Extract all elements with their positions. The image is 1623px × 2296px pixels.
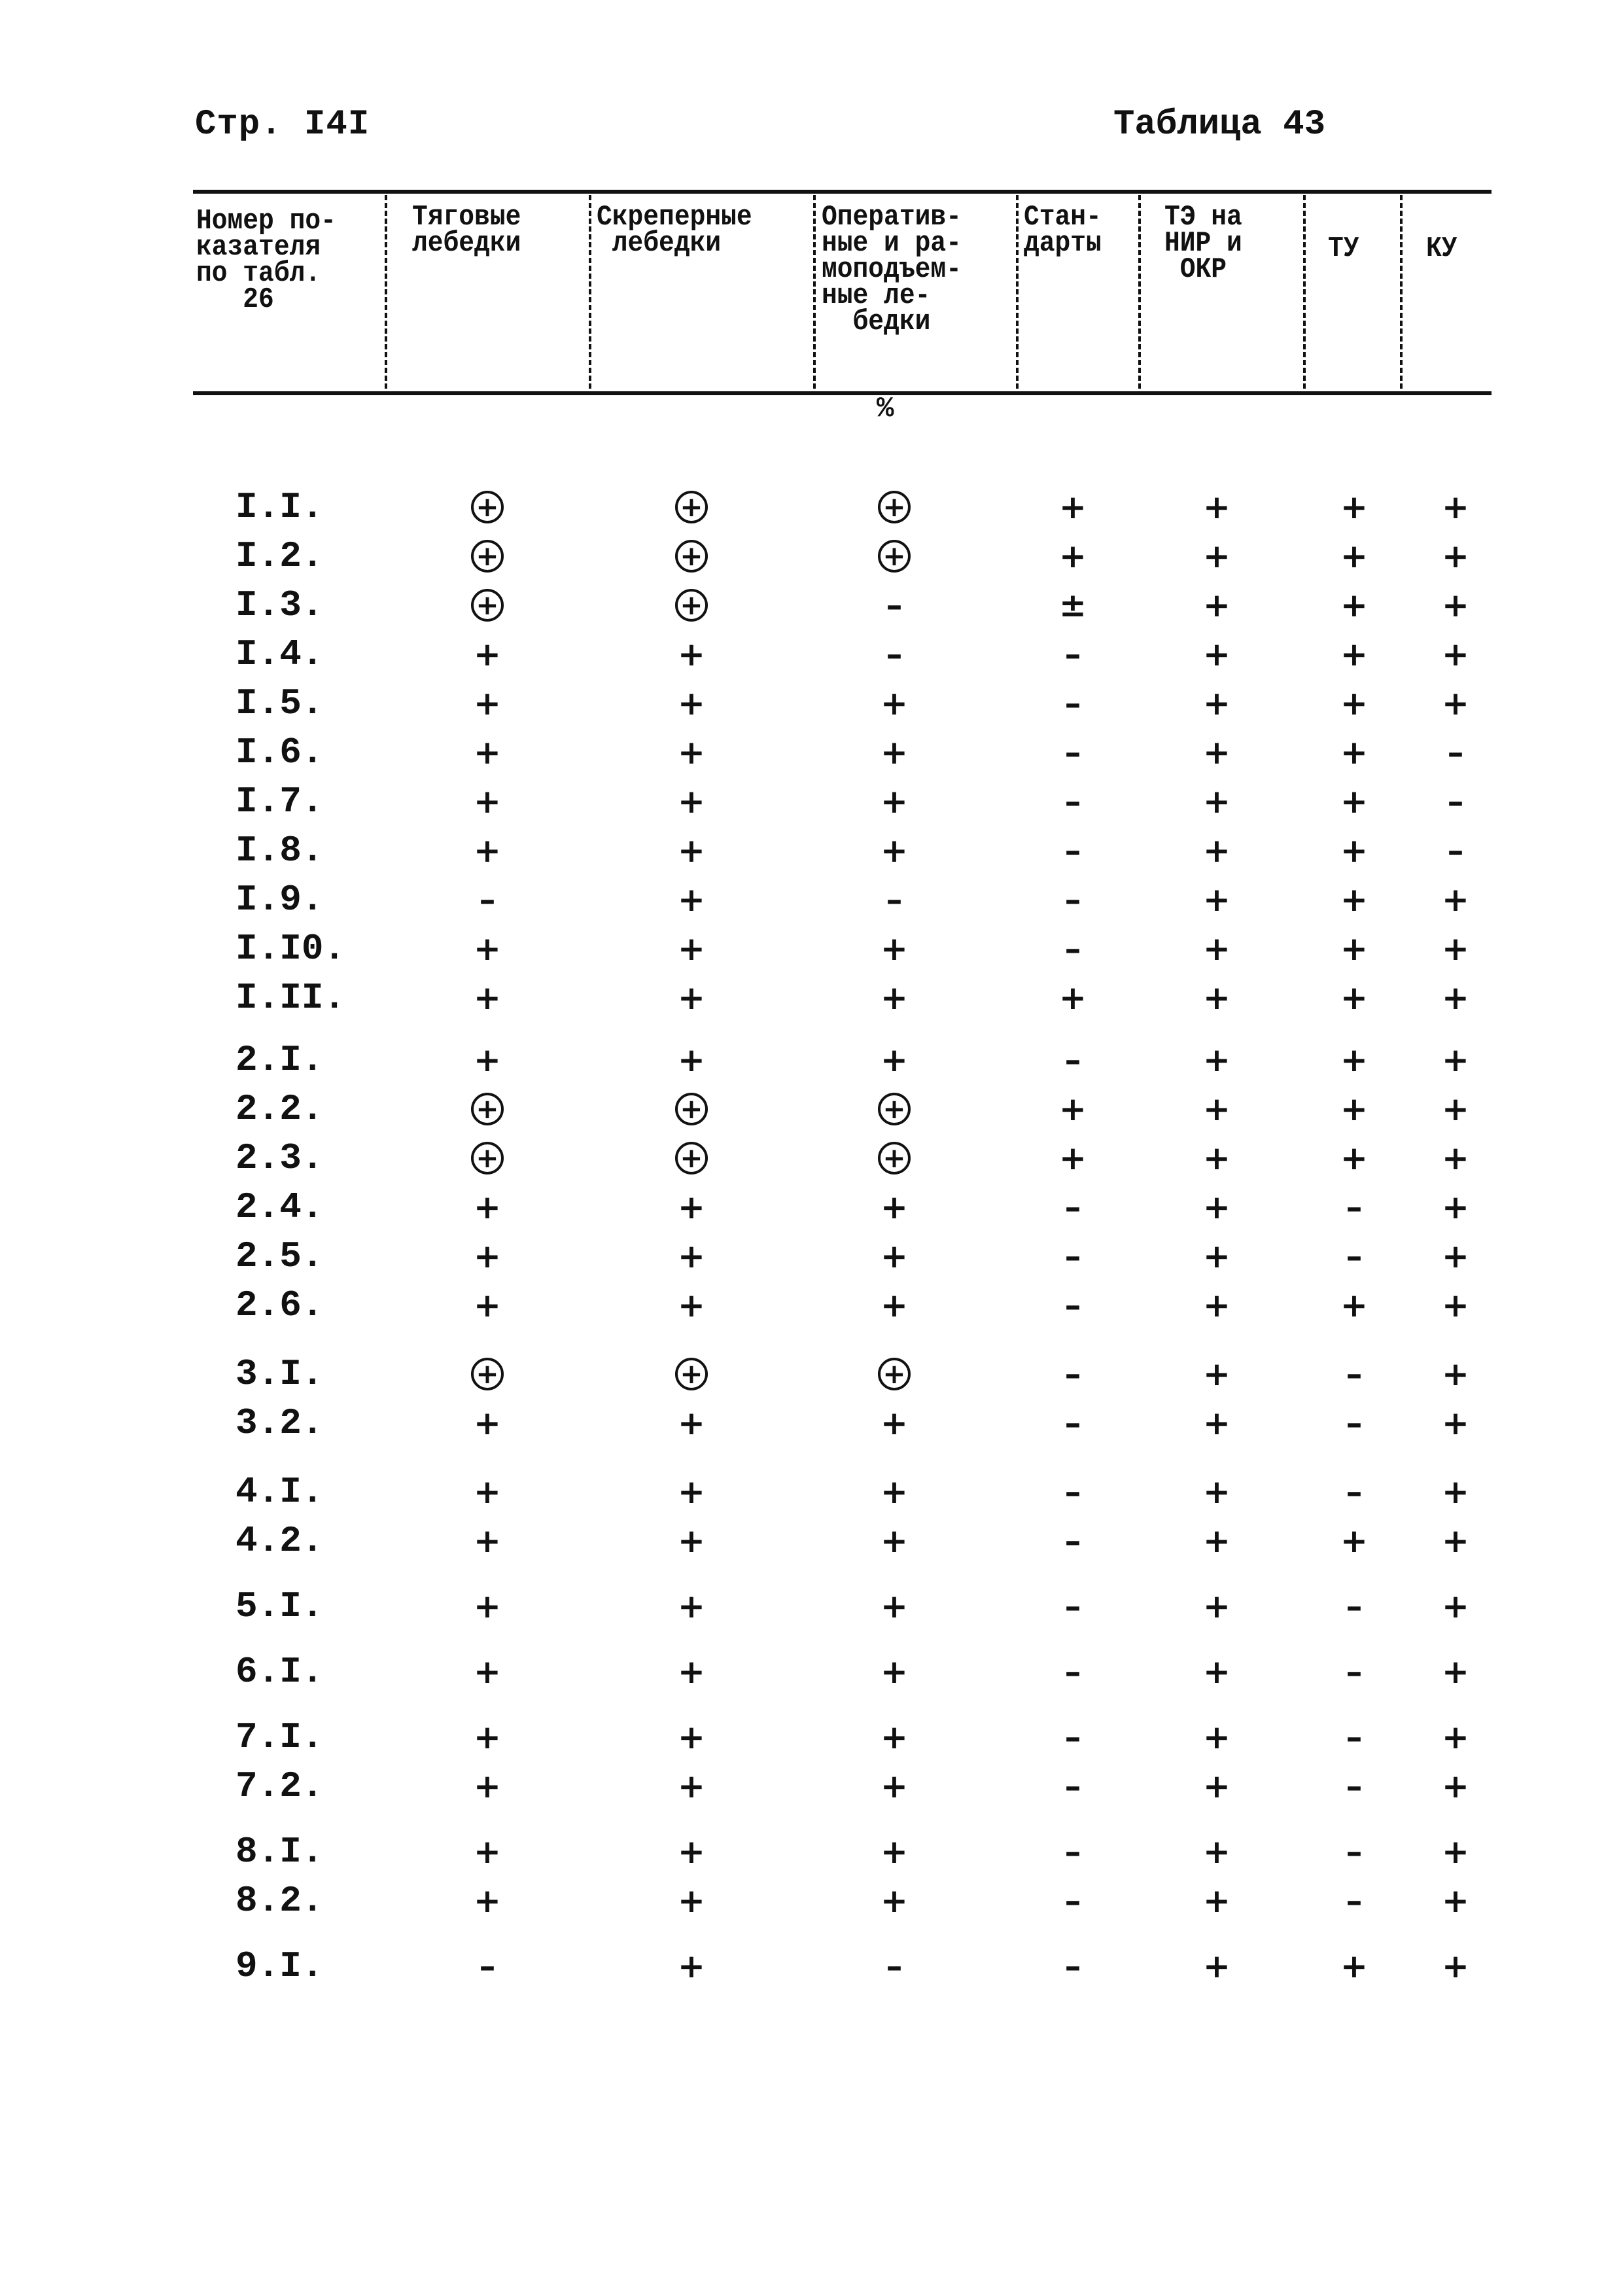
minus-mark: – — [1064, 1587, 1081, 1625]
plus-mark: + — [678, 684, 705, 722]
circled-plus-mark — [461, 586, 514, 625]
plus-mark: + — [1203, 1404, 1230, 1442]
plus-mark: + — [1340, 635, 1368, 673]
plus-mark: + — [1442, 979, 1469, 1017]
plus-mark: + — [678, 1833, 705, 1871]
plus-mark: + — [1340, 1947, 1368, 1985]
column-separator — [1016, 195, 1019, 389]
plus-mark: + — [678, 1473, 705, 1511]
circled-plus-mark — [665, 1089, 718, 1129]
column-separator — [813, 195, 816, 389]
row-label: 2.I. — [236, 1039, 324, 1081]
circled-plus-icon: + — [675, 1093, 708, 1125]
minus-mark: – — [1064, 1286, 1081, 1324]
minus-mark: – — [1064, 930, 1081, 968]
circled-plus-mark — [665, 537, 718, 576]
plus-mark: + — [678, 783, 705, 821]
circled-plus-mark — [665, 586, 718, 625]
plus-mark: + — [1340, 1041, 1368, 1079]
plus-mark: + — [678, 733, 705, 771]
plus-mark: + — [1442, 1718, 1469, 1756]
circled-plus-mark — [461, 1089, 514, 1129]
minus-mark: – — [1064, 733, 1081, 771]
plus-mark: + — [474, 1833, 501, 1871]
plus-mark: + — [678, 832, 705, 870]
column-header-ku: КУ — [1426, 232, 1457, 265]
plus-mark: + — [474, 930, 501, 968]
plus-mark: + — [881, 930, 908, 968]
circled-plus-icon: + — [675, 589, 708, 622]
circled-plus-icon: + — [675, 1358, 708, 1390]
circled-plus-mark — [868, 537, 920, 576]
minus-mark: – — [1447, 832, 1464, 870]
column-header-indicator-number: Номер по- казателя по табл. 26 — [196, 205, 336, 316]
plus-mark: + — [881, 1237, 908, 1275]
plus-mark: + — [1340, 488, 1368, 526]
circled-plus-icon: + — [471, 491, 504, 523]
plus-mark: + — [1340, 930, 1368, 968]
minus-mark: – — [1064, 881, 1081, 919]
circled-plus-mark — [461, 537, 514, 576]
minus-mark: – — [1346, 1404, 1363, 1442]
minus-mark: – — [1346, 1237, 1363, 1275]
circled-plus-mark — [665, 1139, 718, 1178]
plus-minus-mark: ± — [1059, 586, 1087, 624]
table-title: Таблица 43 — [1113, 105, 1326, 145]
plus-mark: + — [678, 881, 705, 919]
row-label: 7.I. — [236, 1716, 324, 1758]
plus-mark: + — [1203, 1286, 1230, 1324]
plus-mark: + — [1442, 1139, 1469, 1177]
plus-mark: + — [1203, 1882, 1230, 1920]
plus-mark: + — [1203, 1188, 1230, 1226]
plus-mark: + — [1442, 1041, 1469, 1079]
row-label: 7.2. — [236, 1765, 324, 1807]
row-label: 8.2. — [236, 1880, 324, 1922]
plus-mark: + — [881, 979, 908, 1017]
row-label: I.II. — [236, 977, 346, 1019]
plus-mark: + — [474, 1587, 501, 1625]
row-label: 5.I. — [236, 1585, 324, 1627]
unit-percent-label: % — [877, 393, 894, 425]
plus-mark: + — [881, 1041, 908, 1079]
plus-mark: + — [1203, 1767, 1230, 1805]
plus-mark: + — [474, 733, 501, 771]
plus-mark: + — [881, 1882, 908, 1920]
page-number: Стр. I4I — [195, 105, 370, 145]
plus-mark: + — [1203, 684, 1230, 722]
plus-mark: + — [1442, 586, 1469, 624]
row-label: I.3. — [236, 584, 324, 626]
header-bottom-rule — [193, 391, 1492, 395]
plus-mark: + — [1340, 783, 1368, 821]
plus-mark: + — [1203, 1653, 1230, 1691]
minus-mark: – — [1064, 1404, 1081, 1442]
plus-mark: + — [1442, 684, 1469, 722]
plus-mark: + — [1442, 1473, 1469, 1511]
plus-mark: + — [678, 1718, 705, 1756]
plus-mark: + — [1203, 733, 1230, 771]
minus-mark: – — [1064, 684, 1081, 722]
plus-mark: + — [1340, 537, 1368, 575]
column-header-operational-winches: Оператив- ные и ра- моподъем- ные ле- бедки — [822, 201, 962, 338]
plus-mark: + — [881, 783, 908, 821]
plus-mark: + — [881, 1473, 908, 1511]
row-label: I.7. — [236, 781, 324, 822]
column-header-te-nir-okr: ТЭ на НИР и ОКР — [1164, 201, 1242, 286]
row-label: 2.3. — [236, 1137, 324, 1179]
minus-mark: – — [1064, 1522, 1081, 1560]
plus-mark: + — [881, 733, 908, 771]
plus-mark: + — [678, 979, 705, 1017]
row-label: I.5. — [236, 682, 324, 724]
plus-mark: + — [1059, 1139, 1087, 1177]
plus-mark: + — [1340, 979, 1368, 1017]
plus-mark: + — [881, 1188, 908, 1226]
plus-mark: + — [1203, 881, 1230, 919]
plus-mark: + — [1442, 1090, 1469, 1128]
column-separator — [589, 195, 591, 389]
plus-mark: + — [1203, 537, 1230, 575]
minus-mark: – — [1346, 1188, 1363, 1226]
plus-mark: + — [1442, 1653, 1469, 1691]
row-label: 9.I. — [236, 1945, 324, 1987]
plus-mark: + — [1203, 1947, 1230, 1985]
plus-mark: + — [678, 1587, 705, 1625]
plus-mark: + — [1340, 1522, 1368, 1560]
circled-plus-mark — [461, 1139, 514, 1178]
plus-mark: + — [1442, 1355, 1469, 1393]
circled-plus-icon: + — [878, 1358, 911, 1390]
minus-mark: – — [1346, 1355, 1363, 1393]
plus-mark: + — [474, 635, 501, 673]
plus-mark: + — [1203, 832, 1230, 870]
plus-mark: + — [881, 1587, 908, 1625]
plus-mark: + — [1059, 1090, 1087, 1128]
plus-mark: + — [881, 684, 908, 722]
minus-mark: – — [1064, 1188, 1081, 1226]
plus-mark: + — [1442, 1188, 1469, 1226]
plus-mark: + — [1203, 1587, 1230, 1625]
plus-mark: + — [678, 1237, 705, 1275]
minus-mark: – — [886, 1947, 903, 1985]
plus-mark: + — [678, 930, 705, 968]
column-header-standards: Стан- дарты — [1024, 201, 1102, 260]
minus-mark: – — [886, 635, 903, 673]
minus-mark: – — [1447, 733, 1464, 771]
plus-mark: + — [1203, 1718, 1230, 1756]
plus-mark: + — [1203, 1473, 1230, 1511]
row-label: I.2. — [236, 535, 324, 577]
minus-mark: – — [1346, 1473, 1363, 1511]
plus-mark: + — [881, 1286, 908, 1324]
plus-mark: + — [881, 1767, 908, 1805]
plus-mark: + — [1340, 1090, 1368, 1128]
plus-mark: + — [881, 1718, 908, 1756]
circled-plus-mark — [665, 487, 718, 527]
row-label: 2.6. — [236, 1284, 324, 1326]
plus-mark: + — [1442, 1767, 1469, 1805]
minus-mark: – — [1064, 1947, 1081, 1985]
plus-mark: + — [1442, 1947, 1469, 1985]
column-separator — [385, 195, 387, 389]
minus-mark: – — [479, 881, 496, 919]
row-label: I.8. — [236, 830, 324, 872]
column-separator — [1303, 195, 1306, 389]
plus-mark: + — [474, 1237, 501, 1275]
plus-mark: + — [678, 1404, 705, 1442]
column-header-scraper-winches: Скреперные лебедки — [597, 201, 752, 260]
plus-mark: + — [1442, 1237, 1469, 1275]
row-label: 2.4. — [236, 1186, 324, 1228]
plus-mark: + — [1340, 1139, 1368, 1177]
plus-mark: + — [1442, 488, 1469, 526]
column-separator — [1138, 195, 1141, 389]
row-label: I.I. — [236, 486, 324, 528]
circled-plus-icon: + — [675, 540, 708, 573]
row-label: I.I0. — [236, 928, 346, 970]
plus-mark: + — [1203, 1833, 1230, 1871]
row-label: 4.2. — [236, 1520, 324, 1562]
minus-mark: – — [1346, 1587, 1363, 1625]
minus-mark: – — [886, 881, 903, 919]
minus-mark: – — [1346, 1882, 1363, 1920]
plus-mark: + — [678, 1286, 705, 1324]
minus-mark: – — [886, 586, 903, 624]
row-label: 2.5. — [236, 1235, 324, 1277]
plus-mark: + — [678, 1882, 705, 1920]
minus-mark: – — [1064, 1237, 1081, 1275]
plus-mark: + — [474, 1718, 501, 1756]
circled-plus-icon: + — [471, 1142, 504, 1174]
circled-plus-icon: + — [471, 1358, 504, 1390]
plus-mark: + — [474, 1882, 501, 1920]
column-header-traction-winches: Тяговые лебедки — [412, 201, 521, 260]
plus-mark: + — [1203, 979, 1230, 1017]
plus-mark: + — [1203, 1237, 1230, 1275]
plus-mark: + — [1442, 635, 1469, 673]
row-label: I.4. — [236, 633, 324, 675]
plus-mark: + — [1203, 1090, 1230, 1128]
row-label: 3.I. — [236, 1353, 324, 1395]
plus-mark: + — [1203, 1355, 1230, 1393]
minus-mark: – — [1346, 1718, 1363, 1756]
plus-mark: + — [1442, 1833, 1469, 1871]
circled-plus-mark — [461, 1354, 514, 1394]
plus-mark: + — [474, 979, 501, 1017]
plus-mark: + — [1340, 733, 1368, 771]
circled-plus-icon: + — [675, 1142, 708, 1174]
minus-mark: – — [1064, 1833, 1081, 1871]
plus-mark: + — [678, 1767, 705, 1805]
circled-plus-icon: + — [471, 1093, 504, 1125]
plus-mark: + — [1442, 1882, 1469, 1920]
circled-plus-icon: + — [471, 540, 504, 573]
minus-mark: – — [1346, 1833, 1363, 1871]
circled-plus-mark — [665, 1354, 718, 1394]
circled-plus-icon: + — [471, 589, 504, 622]
minus-mark: – — [1064, 1882, 1081, 1920]
plus-mark: + — [1442, 1522, 1469, 1560]
plus-mark: + — [474, 1188, 501, 1226]
plus-mark: + — [1059, 537, 1087, 575]
column-separator — [1400, 195, 1403, 389]
circled-plus-icon: + — [878, 491, 911, 523]
plus-mark: + — [474, 1522, 501, 1560]
plus-mark: + — [881, 832, 908, 870]
minus-mark: – — [1346, 1653, 1363, 1691]
plus-mark: + — [474, 1404, 501, 1442]
row-label: I.9. — [236, 879, 324, 921]
plus-mark: + — [1340, 1286, 1368, 1324]
plus-mark: + — [1442, 1286, 1469, 1324]
plus-mark: + — [474, 832, 501, 870]
plus-mark: + — [881, 1833, 908, 1871]
plus-mark: + — [678, 1041, 705, 1079]
circled-plus-icon: + — [675, 491, 708, 523]
minus-mark: – — [1346, 1767, 1363, 1805]
plus-mark: + — [474, 1041, 501, 1079]
circled-plus-mark — [868, 1139, 920, 1178]
circled-plus-mark — [868, 487, 920, 527]
circled-plus-mark — [461, 487, 514, 527]
minus-mark: – — [1064, 1767, 1081, 1805]
minus-mark: – — [1064, 1355, 1081, 1393]
circled-plus-mark — [868, 1354, 920, 1394]
plus-mark: + — [881, 1404, 908, 1442]
plus-mark: + — [474, 783, 501, 821]
circled-plus-icon: + — [878, 1093, 911, 1125]
minus-mark: – — [1064, 1041, 1081, 1079]
minus-mark: – — [1064, 1718, 1081, 1756]
minus-mark: – — [1064, 1653, 1081, 1691]
minus-mark: – — [1064, 783, 1081, 821]
minus-mark: – — [1064, 635, 1081, 673]
plus-mark: + — [678, 1947, 705, 1985]
plus-mark: + — [1442, 1404, 1469, 1442]
plus-mark: + — [1203, 930, 1230, 968]
circled-plus-icon: + — [878, 1142, 911, 1174]
plus-mark: + — [1340, 832, 1368, 870]
plus-mark: + — [678, 1188, 705, 1226]
plus-mark: + — [1203, 1041, 1230, 1079]
plus-mark: + — [1340, 586, 1368, 624]
row-label: 6.I. — [236, 1651, 324, 1693]
plus-mark: + — [1203, 783, 1230, 821]
minus-mark: – — [1447, 783, 1464, 821]
minus-mark: – — [1064, 1473, 1081, 1511]
plus-mark: + — [1203, 635, 1230, 673]
row-label: 3.2. — [236, 1402, 324, 1444]
circled-plus-icon: + — [878, 540, 911, 573]
circled-plus-mark — [868, 1089, 920, 1129]
plus-mark: + — [474, 1286, 501, 1324]
plus-mark: + — [1442, 537, 1469, 575]
plus-mark: + — [1442, 1587, 1469, 1625]
plus-mark: + — [881, 1653, 908, 1691]
row-label: 2.2. — [236, 1088, 324, 1130]
plus-mark: + — [1203, 586, 1230, 624]
plus-mark: + — [1442, 881, 1469, 919]
plus-mark: + — [1059, 979, 1087, 1017]
plus-mark: + — [474, 1473, 501, 1511]
plus-mark: + — [1340, 881, 1368, 919]
plus-mark: + — [474, 684, 501, 722]
plus-mark: + — [678, 1522, 705, 1560]
plus-mark: + — [678, 1653, 705, 1691]
plus-mark: + — [678, 635, 705, 673]
row-label: 8.I. — [236, 1831, 324, 1873]
plus-mark: + — [1203, 1139, 1230, 1177]
plus-mark: + — [1059, 488, 1087, 526]
plus-mark: + — [474, 1767, 501, 1805]
plus-mark: + — [1340, 684, 1368, 722]
plus-mark: + — [474, 1653, 501, 1691]
header-top-rule — [193, 190, 1492, 194]
column-header-tu: ТУ — [1328, 232, 1359, 265]
plus-mark: + — [1203, 488, 1230, 526]
minus-mark: – — [1064, 832, 1081, 870]
minus-mark: – — [479, 1947, 496, 1985]
row-label: 4.I. — [236, 1471, 324, 1513]
row-label: I.6. — [236, 732, 324, 773]
plus-mark: + — [1442, 930, 1469, 968]
plus-mark: + — [881, 1522, 908, 1560]
plus-mark: + — [1203, 1522, 1230, 1560]
